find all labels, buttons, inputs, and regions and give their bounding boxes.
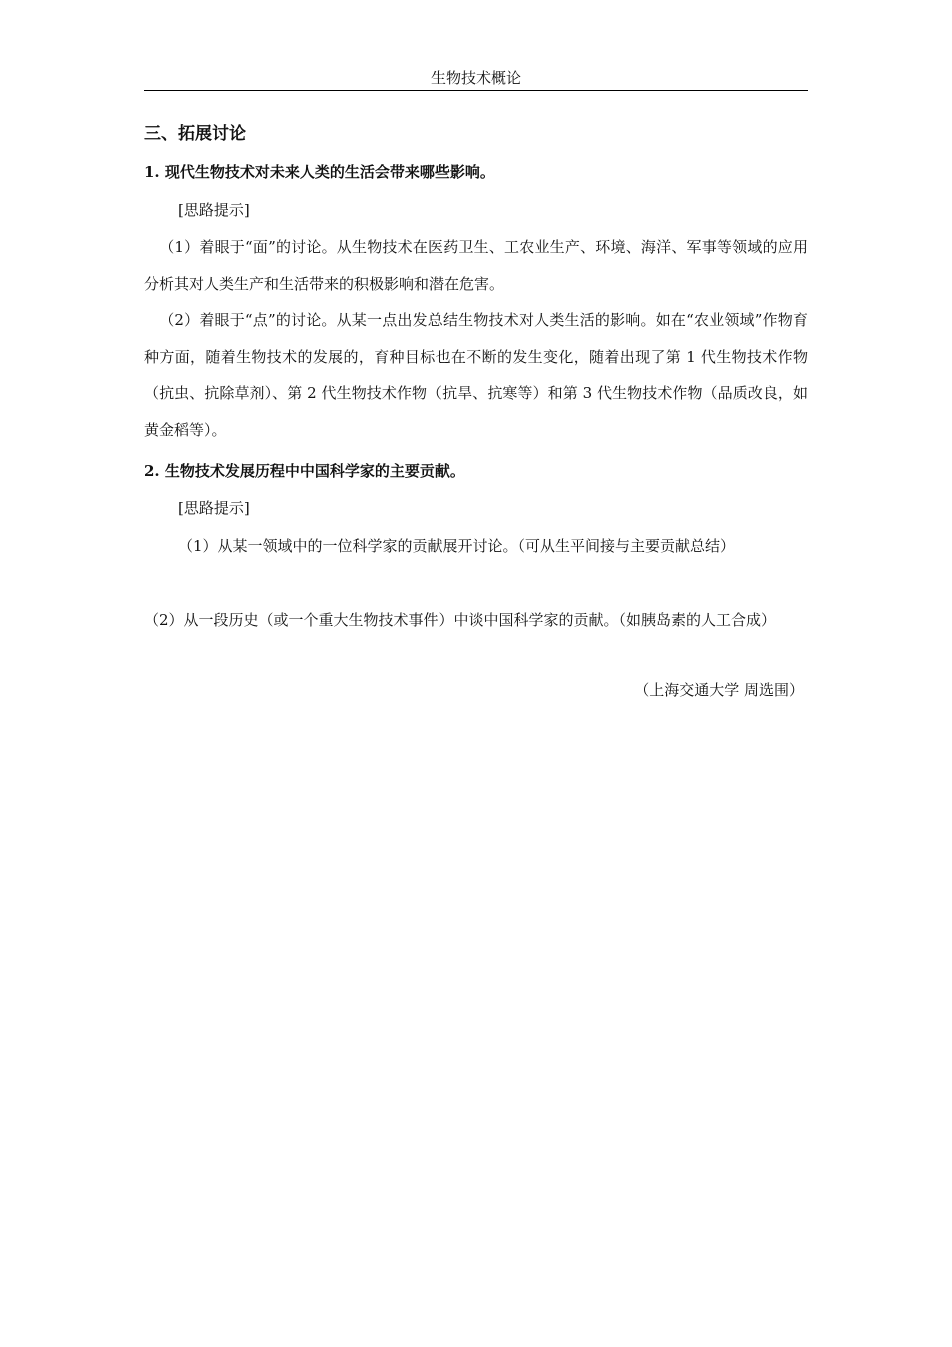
question-1-title: 1. 现代生物技术对未来人类的生活会带来哪些影响。: [144, 163, 495, 181]
section-title: 三、拓展讨论: [144, 124, 246, 144]
header-divider: [144, 90, 808, 91]
question-2-paragraph-2: [144, 565, 808, 638]
running-header: 生物技术概论: [430, 69, 521, 87]
question-2-paragraph-1: [144, 528, 808, 565]
question-1-hint-label: [思路提示]: [178, 201, 250, 219]
question-2-hint-label: [思路提示]: [178, 499, 250, 517]
question-2-paragraph-1-text: （1）从某一领域中的一位科学家的贡献展开讨论。（可从生平间接与主要贡献总结）: [178, 537, 736, 555]
author-signature: （上海交通大学 周选围）: [634, 681, 804, 699]
question-1-paragraph-1-text: （1）着眼于“面”的讨论。从生物技术在医药卫生、工农业生产、环境、海洋、军事等领域的应用分析其对人类生产和生活带来的积极影响和潜在危害。: [144, 238, 808, 293]
question-1-paragraph-1: [144, 229, 808, 302]
question-2-paragraph-2-text: （2）从一段历史（或一个重大生物技术事件）中谈中国科学家的贡献。（如胰岛素的人工合成）: [144, 610, 777, 629]
question-1-paragraph-2: [144, 302, 808, 448]
question-2-title: 2. 生物技术发展历程中中国科学家的主要贡献。: [144, 462, 465, 480]
question-1-paragraph-2-text: （2）着眼于“点”的讨论。从某一点出发总结生物技术对人类生活的影响。如在“农业领域”作物育种方面，随着生物技术的发展的，育种目标也在不断的发生变化，随着出现了第 1 代生物技术作物（抗虫、抗除草剂）、第 2 代生物技术作物（抗旱、抗寒等）和第 3 代生物技术作物（品质改良，如黄金稻等）。: [144, 311, 808, 439]
